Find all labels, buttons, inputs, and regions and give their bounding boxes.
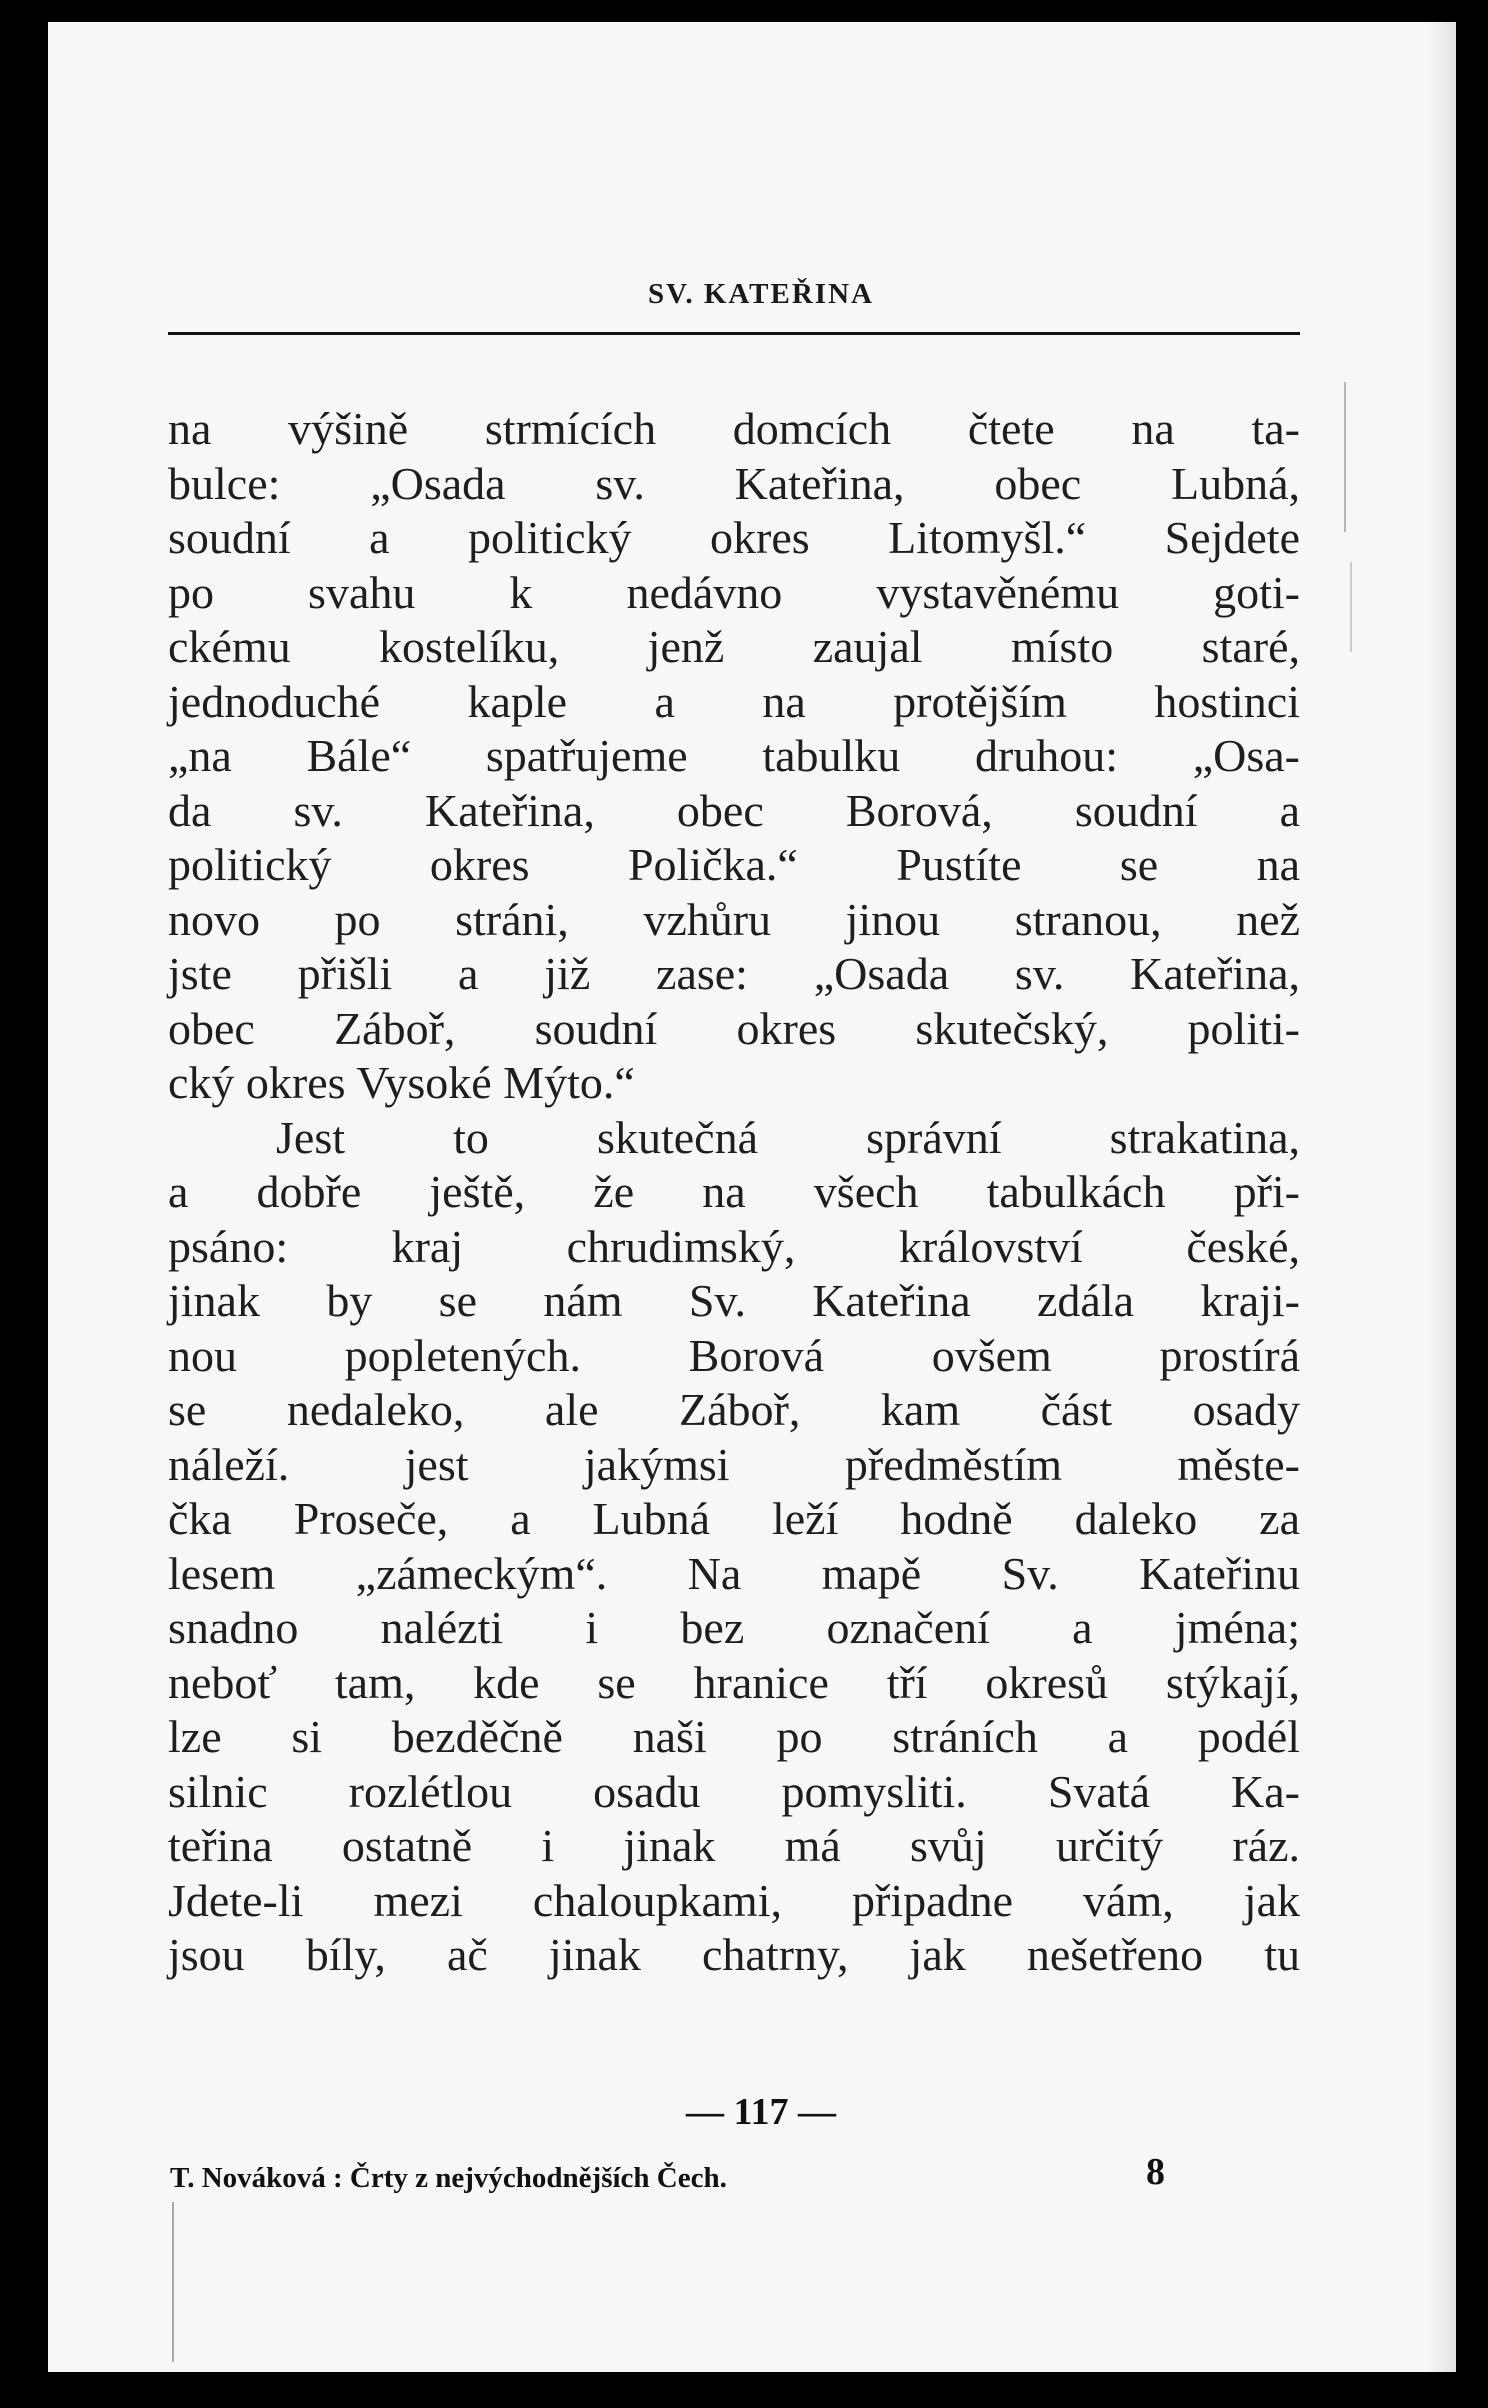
- text-line: soudní a politický okres Litomyšl.“ Sejdete: [168, 512, 1300, 563]
- text-line: jednoduché kaple a na protějším hostinci: [168, 675, 1300, 727]
- text-line: obec Záboř, soudní okres skutečský, politi-: [168, 1002, 1300, 1054]
- scan-margin-mark: [172, 2202, 174, 2362]
- signature-mark: 8: [1146, 2151, 1165, 2193]
- text-line: psáno: kraj chrudimský, království české,: [168, 1220, 1300, 1272]
- text-line: jste přišli a již zase: „Osada sv. Kateřina,: [168, 948, 1300, 999]
- text-line: ckému kostelíku, jenž zaujal místo staré,: [168, 621, 1300, 672]
- text-line: bulce: „Osada sv. Kateřina, obec Lubná,: [168, 457, 1300, 509]
- scan-edge-shadow: [1426, 22, 1456, 2372]
- book-page: [48, 22, 1456, 2372]
- text-line: silnic rozlétlou osadu pomysliti. Svatá Ka-: [168, 1765, 1300, 1817]
- running-title: SV. KATEŘINA: [648, 278, 874, 310]
- text-line: a dobře ještě, že na všech tabulkách při-: [168, 1166, 1300, 1217]
- text-line: novo po stráni, vzhůru jinou stranou, než: [168, 893, 1300, 945]
- footer-credit: T. Nováková : Črty z nejvýchodnějších Čech.: [170, 2162, 727, 2194]
- text-line: čka Proseče, a Lubná leží hodně daleko za: [168, 1493, 1300, 1544]
- text-line: jinak by se nám Sv. Kateřina zdála kraji-: [168, 1275, 1300, 1326]
- scan-margin-mark: [1344, 382, 1346, 532]
- text-line: jsou bíly, ač jinak chatrny, jak nešetřeno tu: [168, 1929, 1300, 1980]
- text-line: náleží. jest jakýmsi předměstím měste-: [168, 1438, 1300, 1490]
- text-line: na výšině strmících domcích čtete na ta-: [168, 403, 1300, 454]
- header-rule: [168, 332, 1300, 335]
- text-line: po svahu k nedávno vystavěnému goti-: [168, 566, 1300, 618]
- text-line: politický okres Polička.“ Pustíte se na: [168, 839, 1300, 890]
- body-text: [168, 402, 1300, 1983]
- paragraph-start-line: Jest to skutečná správní strakatina,: [276, 1111, 1300, 1163]
- scan-margin-mark: [1350, 562, 1352, 652]
- text-line: nou popletených. Borová ovšem prostírá: [168, 1329, 1300, 1381]
- text-line: Jdete-li mezi chaloupkami, připadne vám, jak: [168, 1874, 1300, 1926]
- text-line: lze si bezděčně naši po stráních a podél: [168, 1711, 1300, 1762]
- text-line: neboť tam, kde se hranice tří okresů stýkají,: [168, 1656, 1300, 1708]
- text-line: snadno nalézti i bez označení a jména;: [168, 1602, 1300, 1653]
- text-line: „na Bále“ spatřujeme tabulku druhou: „Osa-: [168, 730, 1300, 781]
- text-line: se nedaleko, ale Záboř, kam část osady: [168, 1384, 1300, 1435]
- text-line: teřina ostatně i jinak má svůj určitý ráz.: [168, 1820, 1300, 1871]
- paragraph-end-line: cký okres Vysoké Mýto.“: [168, 1057, 635, 1108]
- page-number: — 117 —: [686, 2091, 836, 2133]
- text-line: da sv. Kateřina, obec Borová, soudní a: [168, 784, 1300, 836]
- text-line: lesem „zámeckým“. Na mapě Sv. Kateřinu: [168, 1547, 1300, 1599]
